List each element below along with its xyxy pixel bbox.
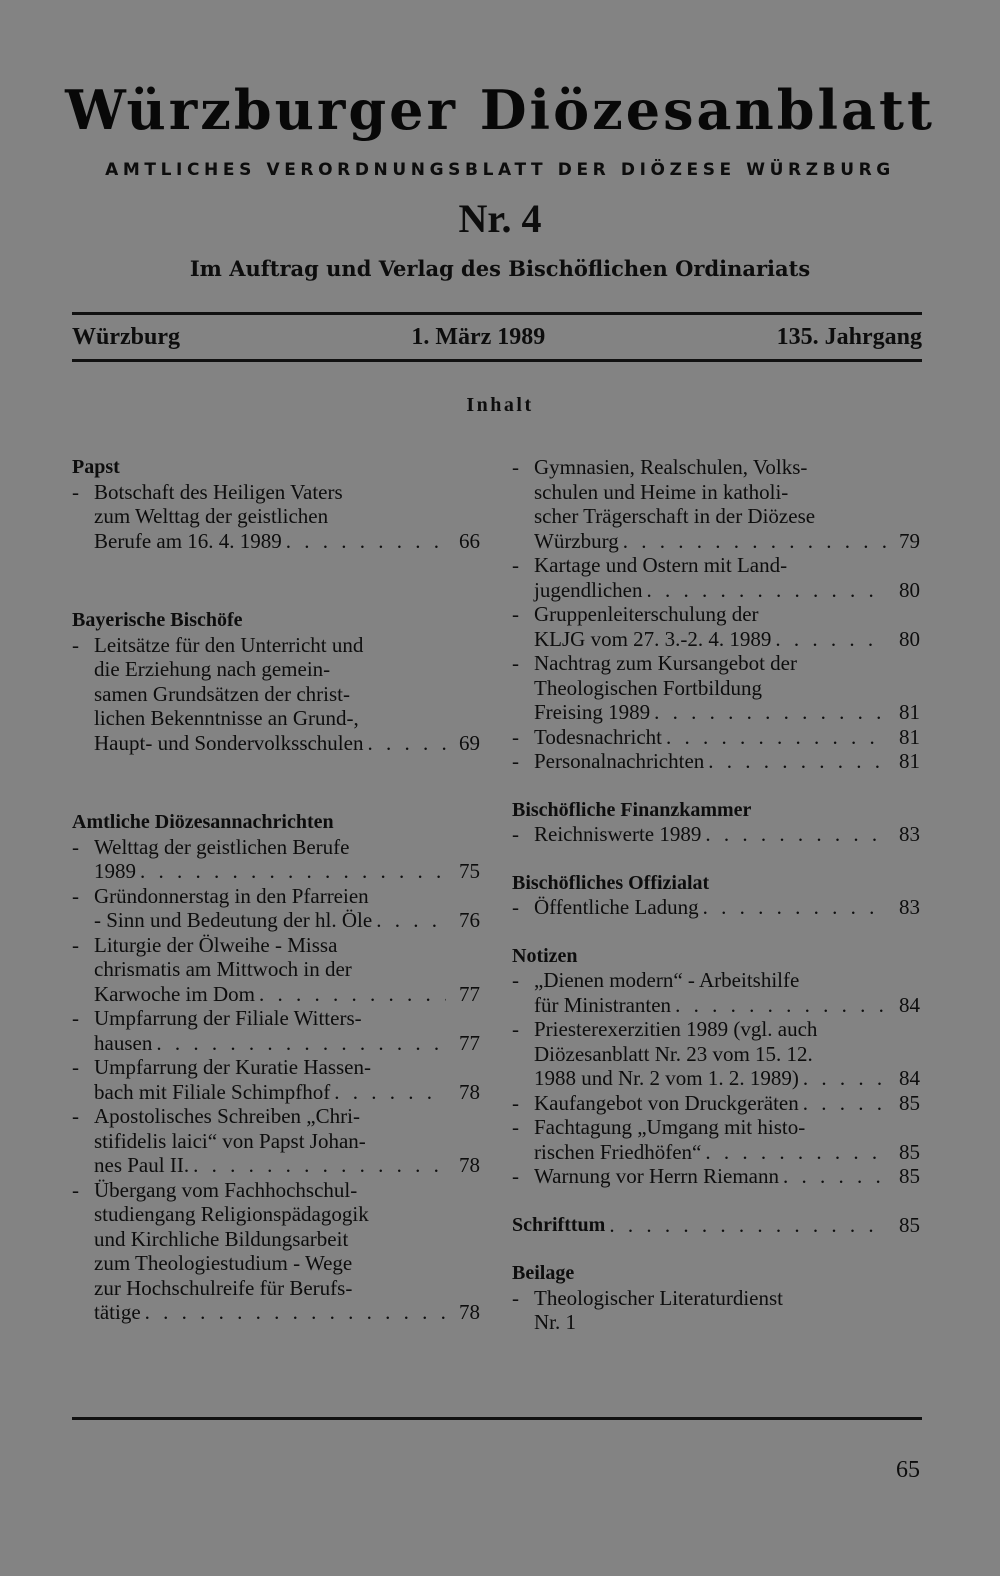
- contents-entry: [512, 749, 920, 774]
- issue-volume: 135. Jahrgang: [776, 323, 922, 350]
- entry-dash: -: [72, 632, 79, 657]
- entry-last-line: [534, 1091, 920, 1116]
- entry-text-line: chrismatis am Mittwoch in der: [94, 957, 352, 981]
- entry-dash: -: [72, 1055, 79, 1079]
- entry-dash: -: [512, 822, 519, 846]
- entry-last-line: [94, 731, 480, 756]
- entry-dash: -: [512, 749, 519, 773]
- contents-left-column: [72, 455, 480, 1325]
- section-title: Bischöfliche Finanzkammer: [512, 798, 752, 821]
- entry-last-line: [534, 1140, 920, 1165]
- publisher-line: Im Auftrag und Verlag des Bischöflichen Ordinariats: [189, 256, 811, 281]
- contents-entry: [512, 553, 920, 602]
- page-ref: 76: [459, 908, 480, 932]
- entry-text-line: Öffentliche Ladung: [534, 895, 699, 919]
- section-title: Bischöfliches Offizialat: [512, 871, 710, 894]
- leader-dots: [609, 1213, 886, 1238]
- entry-text-line: Umpfarrung der Kuratie Hassen-: [94, 1055, 371, 1079]
- page-ref: 85: [899, 1164, 920, 1188]
- entry-text-line: scher Trägerschaft in der Diözese: [534, 504, 816, 528]
- page-ref: 77: [459, 981, 480, 1006]
- entry-dash: -: [72, 479, 79, 504]
- entry-text-line: Fachtagung „Umgang mit histo-: [534, 1115, 806, 1139]
- page-ref: 75: [459, 859, 480, 883]
- entry-dash: -: [512, 553, 519, 577]
- entry-text-line: Theologischer Literaturdienst: [534, 1285, 783, 1310]
- contents-entry: [512, 822, 920, 847]
- entry-dash: -: [512, 651, 519, 675]
- entry-last-line: [534, 700, 920, 725]
- page-ref: 80: [899, 626, 920, 651]
- leader-dots: [708, 749, 886, 774]
- leader-dots: [193, 1153, 446, 1178]
- leader-dots: [646, 578, 886, 603]
- leader-dots: [367, 731, 446, 756]
- contents-entry: [512, 1286, 920, 1335]
- leader-dots: [286, 529, 446, 554]
- section-papst: [72, 455, 480, 553]
- contents-entry: [72, 835, 480, 884]
- page-ref: 78: [459, 1153, 480, 1177]
- entry-dash: -: [512, 455, 519, 479]
- entry-text-line: Haupt- und Sondervolksschulen: [94, 730, 364, 755]
- section-schrifttum: [512, 1213, 920, 1238]
- entry-text-line: rischen Friedhöfen“: [534, 1139, 702, 1164]
- page-ref: 83: [899, 822, 920, 846]
- entry-text-line: Apostolisches Schreiben „Chri-: [94, 1104, 360, 1128]
- contents-entry: [72, 884, 480, 933]
- leader-dots: [140, 859, 446, 884]
- entry-text-line: Nr. 1: [534, 1310, 576, 1334]
- entry-text-line: nes Paul II.: [94, 1153, 190, 1177]
- entry-text-line: Kartage und Ostern mit Land-: [534, 553, 788, 577]
- issue-info-row: [72, 320, 922, 354]
- entry-last-line: [534, 822, 920, 847]
- entry-dash: -: [512, 1164, 519, 1188]
- entry-text-line: Todesnachricht: [534, 724, 662, 749]
- contents-entry: [72, 1055, 480, 1104]
- contents-entry: [512, 602, 920, 651]
- entry-last-line: [94, 908, 480, 933]
- entry-text-line: Karwoche im Dom: [94, 981, 255, 1006]
- entry-dash: -: [512, 602, 519, 626]
- contents-entry: [512, 1091, 920, 1116]
- entry-dash: -: [512, 1017, 519, 1041]
- entry-text-line: samen Grundsätzen der christ-: [94, 681, 350, 706]
- entry-text-line: Berufe am 16. 4. 1989: [94, 528, 282, 553]
- leader-dots: [703, 895, 886, 920]
- top-rule: [72, 312, 922, 315]
- entry-dash: -: [72, 883, 79, 908]
- leader-dots: [156, 1031, 446, 1056]
- entry-text-line: Reichniswerte 1989: [534, 822, 702, 846]
- section-finanzkammer: [512, 798, 920, 847]
- entry-dash: -: [512, 1115, 519, 1139]
- entry-dash: -: [512, 895, 519, 919]
- entry-last-line: [94, 1300, 480, 1325]
- page-ref: 69: [459, 730, 480, 755]
- leader-dots: [666, 725, 886, 750]
- page-ref: 79: [899, 528, 920, 553]
- entry-text-line: Diözesanblatt Nr. 23 vom 15. 12.: [534, 1041, 813, 1066]
- page-ref: 78: [459, 1079, 480, 1104]
- entry-text-line: hausen: [94, 1030, 153, 1055]
- entry-text-line: „Dienen modern“ - Arbeitshilfe: [534, 968, 800, 992]
- entry-text-line: Freising 1989: [534, 700, 651, 724]
- contents-entry: [512, 725, 920, 750]
- entry-text-line: die Erziehung nach gemein-: [94, 657, 331, 681]
- section-title: Beilage: [512, 1262, 575, 1284]
- entry-last-line: [534, 529, 920, 554]
- contents-entry: [512, 968, 920, 1017]
- leader-dots: [783, 1164, 886, 1189]
- entry-text-line: Gruppenleiterschulung der: [534, 602, 759, 626]
- masthead-subtitle: AMTLICHES VERORDNUNGSBLATT DER DIÖZESE WÜRZBURG: [105, 160, 895, 180]
- entry-text-line: KLJG vom 27. 3.-2. 4. 1989: [534, 626, 772, 651]
- entry-text-line: Gründonnerstag in den Pfarreien: [94, 883, 369, 908]
- entry-dash: -: [512, 724, 519, 749]
- entry-dash: -: [512, 968, 519, 992]
- contents-entry: [512, 1115, 920, 1164]
- leader-dots: [376, 908, 446, 933]
- leader-dots: [623, 529, 886, 554]
- entry-text-line: Kaufangebot von Druckgeräten: [534, 1090, 799, 1115]
- issue-number: Nr. 4: [458, 196, 542, 241]
- leader-dots: [803, 1066, 886, 1091]
- contents-entry: [72, 1104, 480, 1178]
- contents-right-column: [512, 455, 920, 1335]
- entry-last-line: [94, 1031, 480, 1056]
- entry-text-line: Personalnachrichten: [534, 749, 705, 773]
- page-ref: 85: [899, 1139, 920, 1164]
- contents-entry: [512, 651, 920, 725]
- entry-text-line: Warnung vor Herrn Riemann: [534, 1164, 779, 1188]
- entry-last-line: [534, 993, 920, 1018]
- entry-dash: -: [512, 1090, 519, 1115]
- section-continued: [512, 455, 920, 774]
- leader-dots: [259, 982, 446, 1007]
- entry-text-line: lichen Bekenntnisse an Grund-,: [94, 706, 359, 730]
- entry-text-line: tätige: [94, 1300, 141, 1324]
- entry-last-line: [534, 578, 920, 603]
- issue-place: Würzburg: [72, 323, 180, 350]
- entry-text-line: stifidelis laici“ von Papst Johan-: [94, 1128, 366, 1153]
- entry-text-line: und Kirchliche Bildungsarbeit: [94, 1226, 349, 1251]
- page-ref: 84: [899, 1066, 920, 1090]
- entry-text-line: Nachtrag zum Kursangebot der: [534, 651, 797, 675]
- section-title: Amtliche Diözesannachrichten: [72, 811, 334, 833]
- entry-dash: -: [72, 932, 79, 957]
- leader-dots: [705, 822, 886, 847]
- contents-entry: [72, 633, 480, 756]
- entry-text-line: Botschaft des Heiligen Vaters: [94, 479, 343, 504]
- issue-date: 1. März 1989: [411, 323, 546, 350]
- leader-dots: [705, 1140, 886, 1165]
- section-notizen: [512, 944, 920, 1189]
- contents-heading: Inhalt: [466, 394, 534, 416]
- leader-dots: [675, 993, 886, 1018]
- entry-text-line: 1988 und Nr. 2 vom 1. 2. 1989): [534, 1066, 799, 1090]
- bottom-rule: [72, 1417, 922, 1420]
- page-ref: 85: [899, 1090, 920, 1115]
- section-beilage: [512, 1261, 920, 1335]
- entry-last-line: [534, 749, 920, 774]
- entry-text-line: Würzburg: [534, 528, 619, 553]
- entry-dash: -: [72, 1104, 79, 1128]
- entry-text-line: Übergang vom Fachhochschul-: [94, 1177, 358, 1202]
- entry-text-line: zum Welttag der geistlichen: [94, 504, 329, 528]
- entry-text-line: Welttag der geistlichen Berufe: [94, 834, 350, 859]
- entry-last-line: [534, 1066, 920, 1091]
- entry-text-line: Leitsätze für den Unterricht und: [94, 632, 364, 657]
- entry-text-line: Priesterexerzitien 1989 (vgl. auch: [534, 1017, 818, 1041]
- page-ref: 66: [459, 528, 480, 553]
- entry-last-line: [94, 529, 480, 554]
- entry-text-line: Theologischen Fortbildung: [534, 675, 763, 700]
- entry-last-line: [94, 982, 480, 1007]
- entry-text-line: für Ministranten: [534, 992, 672, 1017]
- contents-entry: [512, 1017, 920, 1091]
- section-title: Bayerische Bischöfe: [72, 609, 243, 631]
- page-ref: 85: [899, 1212, 920, 1237]
- entry-text-line: 1989: [94, 859, 136, 883]
- entry-text-line: Liturgie der Ölweihe - Missa: [94, 932, 338, 957]
- section-bayerische-bischoefe: [72, 608, 480, 755]
- leader-dots: [145, 1300, 446, 1325]
- entry-last-line: [534, 627, 920, 652]
- section-title: Papst: [72, 456, 120, 478]
- contents-entry: [72, 1178, 480, 1325]
- entry-text-line: zur Hochschulreife für Berufs-: [94, 1275, 353, 1300]
- entry-last-line: [94, 859, 480, 884]
- contents-entry: [72, 933, 480, 1007]
- page-ref: 80: [899, 577, 920, 602]
- page-ref: 81: [899, 700, 920, 724]
- entry-last-line: [534, 895, 920, 920]
- entry-text-line: Umpfarrung der Filiale Witters-: [94, 1006, 362, 1030]
- page-ref: 84: [899, 992, 920, 1017]
- contents-entry: [512, 895, 920, 920]
- contents-entry: [72, 1006, 480, 1055]
- page-ref: 83: [899, 895, 920, 919]
- contents-entry: [512, 1164, 920, 1189]
- page-ref: 78: [459, 1300, 480, 1324]
- leader-dots: [654, 700, 886, 725]
- section-title: Schrifttum: [512, 1213, 606, 1236]
- entry-last-line: [94, 1080, 480, 1105]
- entry-text-line: - Sinn und Bedeutung der hl. Öle: [94, 908, 373, 932]
- entry-last-line: [534, 725, 920, 750]
- entry-last-line: [94, 1153, 480, 1178]
- entry-dash: -: [72, 834, 79, 859]
- entry-dash: -: [512, 1285, 519, 1310]
- entry-text-line: jugendlichen: [534, 577, 643, 602]
- issue-rule: [72, 359, 922, 362]
- page-ref: 77: [459, 1030, 480, 1055]
- masthead-title: Würzburger Diözesanblatt: [65, 78, 935, 142]
- page-ref: 81: [899, 724, 920, 749]
- entry-dash: -: [72, 1177, 79, 1202]
- section-offizialat: [512, 871, 920, 920]
- entry-text-line: studiengang Religionspädagogik: [94, 1202, 369, 1226]
- entry-last-line: [534, 1164, 920, 1189]
- section-amtliche-dioezesannachrichten: [72, 810, 480, 1325]
- contents-entry: [72, 480, 480, 554]
- leader-dots: [334, 1080, 446, 1105]
- entry-text-line: bach mit Filiale Schimpfhof: [94, 1079, 331, 1104]
- leader-dots: [775, 627, 886, 652]
- entry-text-line: schulen und Heime in katholi-: [534, 479, 789, 504]
- entry-dash: -: [72, 1006, 79, 1030]
- page-ref: 81: [899, 749, 920, 773]
- section-title: Notizen: [512, 944, 578, 967]
- leader-dots: [803, 1091, 886, 1116]
- entry-text-line: zum Theologiestudium - Wege: [94, 1251, 353, 1275]
- page-number: 65: [896, 1457, 920, 1483]
- contents-entry: [512, 455, 920, 553]
- entry-text-line: Gymnasien, Realschulen, Volks-: [534, 455, 808, 479]
